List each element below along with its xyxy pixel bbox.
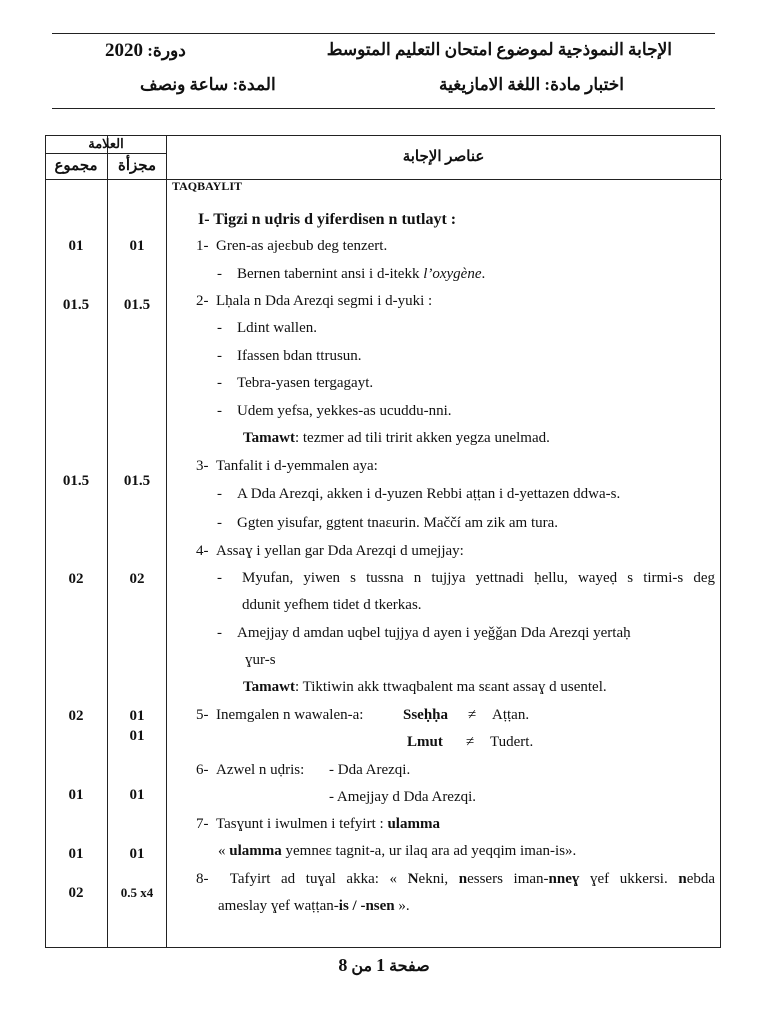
note-line	[243, 679, 768, 696]
question-3	[196, 458, 742, 475]
total-mark: 01.5	[62, 473, 90, 489]
answer-line: - Bernen tabernint ansi i d-itekk l’oxygène.	[217, 266, 486, 282]
q8-text: ekni,	[418, 871, 459, 887]
answer-line: Myufan, yiwen s tussna n tujjya yettnadi ḥellu, wayeḍ s tirmi-s deg	[242, 570, 715, 586]
q8-text: ».	[394, 898, 410, 914]
answer-text: A Dda Arezqi, akken i d-yuzen Rebbi aṭṭan i d-yettazen ddwa-s.	[237, 486, 621, 502]
exam-title: الإجابة النموذجية لموضوع امتحان التعليم المتوسط	[326, 40, 672, 59]
q8-bold: is / -nsen	[338, 898, 395, 914]
question-text: Inemgalen n wawalen-a:	[216, 707, 364, 723]
partial-mark: 01	[129, 708, 145, 724]
note-line	[243, 430, 768, 447]
total-mark: 02	[68, 885, 84, 901]
q8-text: essers iman-	[467, 871, 549, 887]
partial-mark: 02	[129, 571, 145, 587]
total-mark: 02	[68, 708, 84, 724]
question-number: 7-	[196, 816, 209, 832]
example-line	[218, 843, 764, 860]
note-label: Tamawt	[243, 430, 295, 446]
col-partial-header: مجزأة	[117, 158, 157, 174]
partial-mark: 01	[129, 238, 145, 254]
answer-end: .	[481, 266, 486, 282]
opposite-word: Sseḥḥa	[403, 707, 449, 723]
answer-line: - A Dda Arezqi, akken i d-yuzen Rebbi aṭṭan i d-yettazen ddwa-s.	[217, 486, 621, 502]
answer-line: - Dda Arezqi.	[329, 762, 411, 778]
session-year: 2020	[105, 40, 143, 61]
session-label-text: دورة:	[147, 41, 186, 60]
opposite-word: Tudert.	[490, 734, 534, 750]
question-text: Tanfalit i d-yemmalen aya:	[216, 458, 378, 474]
marks-header-rule	[46, 153, 166, 154]
opposite-word: Aṭṭan.	[492, 707, 530, 723]
col-divider-1	[107, 136, 108, 947]
note-text: : tezmer ad tili tririt akken yegza unelmad.	[294, 430, 550, 446]
page-word: صفحة	[389, 958, 430, 975]
partial-mark: 01	[129, 787, 145, 803]
question-number: 6-	[196, 762, 209, 778]
answer-text: Ldint wallen.	[237, 320, 317, 336]
total-mark: 02	[68, 571, 84, 587]
partial-mark: 01.5	[123, 297, 151, 313]
q8-text: ebda	[686, 871, 716, 887]
q8-text: ɣef ukkersi.	[579, 871, 679, 887]
question-number: 2-	[196, 293, 209, 309]
q8-text: ameslay ɣef waṭṭan-	[218, 898, 339, 914]
q8-bold: n	[678, 871, 687, 887]
col-divider-2	[166, 136, 167, 947]
question-number: 4-	[196, 543, 209, 559]
col-elements-header: عناصر الإجابة	[402, 149, 485, 165]
partial-mark: 0.5 x4	[120, 885, 154, 900]
question-2	[196, 293, 742, 310]
question-text: Gren-as ajeɛbub deg tenzert.	[216, 238, 388, 254]
answer-word: ulamma	[229, 843, 282, 859]
answer-word: ulamma	[387, 816, 440, 832]
answer-text: Ggten yisufar, ggtent tnaɛurin. Maččí am zik am tura.	[237, 515, 559, 531]
question-number: 3-	[196, 458, 209, 474]
answer-line: - Udem yefsa, yekkes-as ucuddu-nni.	[217, 403, 452, 419]
question-8	[196, 871, 715, 888]
total-mark: 01	[68, 787, 84, 803]
q8-bold: nneɣ	[548, 871, 580, 887]
question-text: Assaɣ i yellan gar Dda Arezqi d umejjay:	[216, 543, 464, 559]
answer-line-cont: ɣur-s	[245, 652, 276, 668]
total-mark: 01	[68, 846, 84, 862]
partial-mark: 01	[129, 728, 145, 744]
question-1	[196, 238, 742, 255]
total-mark: 01	[68, 238, 84, 254]
col-total-header: مجموع	[54, 158, 98, 174]
quote-open: «	[218, 843, 230, 859]
partial-mark: 01.5	[123, 473, 151, 489]
page-number	[0, 955, 768, 976]
opposite-word: Lmut	[407, 734, 443, 750]
exam-subject: اختبار مادة: اللغة الامازيغية	[439, 75, 624, 94]
answer-line: - Ldint wallen.	[217, 320, 317, 336]
page-of: من	[351, 958, 373, 975]
header-bottom-rule	[52, 108, 715, 109]
page-total: 8	[338, 955, 348, 975]
page-current: 1	[376, 955, 386, 975]
partial-mark: 01	[129, 846, 145, 862]
not-equal-sign: ≠	[466, 734, 475, 750]
answer-text: Bernen tabernint ansi i d-itekk	[237, 266, 424, 282]
question-number: 5-	[196, 707, 209, 723]
header-top-rule	[52, 33, 715, 34]
answer-line: - Ifassen bdan ttrusun.	[217, 348, 362, 364]
language-label: TAQBAYLIT	[172, 179, 243, 193]
q8-text: Tafyirt ad tuɣal akka: «	[229, 871, 408, 887]
answer-line: - Tebra-yasen tergagayt.	[217, 375, 374, 391]
answer-text: Ifassen bdan ttrusun.	[237, 348, 362, 364]
total-mark: 01.5	[62, 297, 90, 313]
q8-bold: n	[458, 871, 468, 887]
question-text: Lḥala n Dda Arezqi segmi i d-yuki :	[216, 293, 433, 309]
note-label: Tamawt	[243, 679, 295, 695]
question-text: Azwel n uḍris:	[216, 762, 305, 778]
answer-line-cont: ddunit yefhem tidet d tkerkas.	[242, 597, 422, 613]
exam-duration: المدة: ساعة ونصف	[140, 75, 276, 94]
answer-italic: l’oxygène	[423, 266, 482, 282]
answer-text: Tebra-yasen tergagayt.	[237, 375, 374, 391]
question-number: 1-	[196, 238, 209, 254]
q8-bold: N	[407, 871, 419, 887]
example-text: yemneɛ tagnit-a, ur ilaq ara ad yeqqim iman-is».	[281, 843, 577, 859]
answer-text: Udem yefsa, yekkes-as ucuddu-nni.	[237, 403, 452, 419]
note-text: : Tiktiwin akk ttwaqbalent ma sɛant assaɣ d usentel.	[294, 679, 607, 695]
answer-line: - Ggten yisufar, ggtent tnaɛurin. Maččí am zik am tura.	[217, 515, 559, 531]
question-text: Tasɣunt i iwulmen i tefyirt :	[216, 816, 388, 832]
answer-text: Amejjay d amdan uqbel tujjya d ayen i yeǧǧan Dda Arezqi yertaḥ	[237, 625, 631, 641]
section-title: I- Tigzi n uḍris d yiferdisen n tutlayt :	[198, 211, 457, 228]
answer-line: - Amejjay d amdan uqbel tujjya d ayen i yeǧǧan Dda Arezqi yertaḥ	[217, 625, 631, 641]
answer-line: -	[217, 570, 237, 586]
question-4	[196, 543, 742, 560]
session-label	[105, 40, 186, 62]
question-number: 8-	[196, 871, 209, 887]
answer-line: - Amejjay d Dda Arezqi.	[329, 789, 477, 805]
not-equal-sign: ≠	[468, 707, 477, 723]
marks-header: العلامة	[88, 136, 124, 151]
question-7	[196, 816, 742, 833]
question-8-cont	[218, 898, 764, 915]
